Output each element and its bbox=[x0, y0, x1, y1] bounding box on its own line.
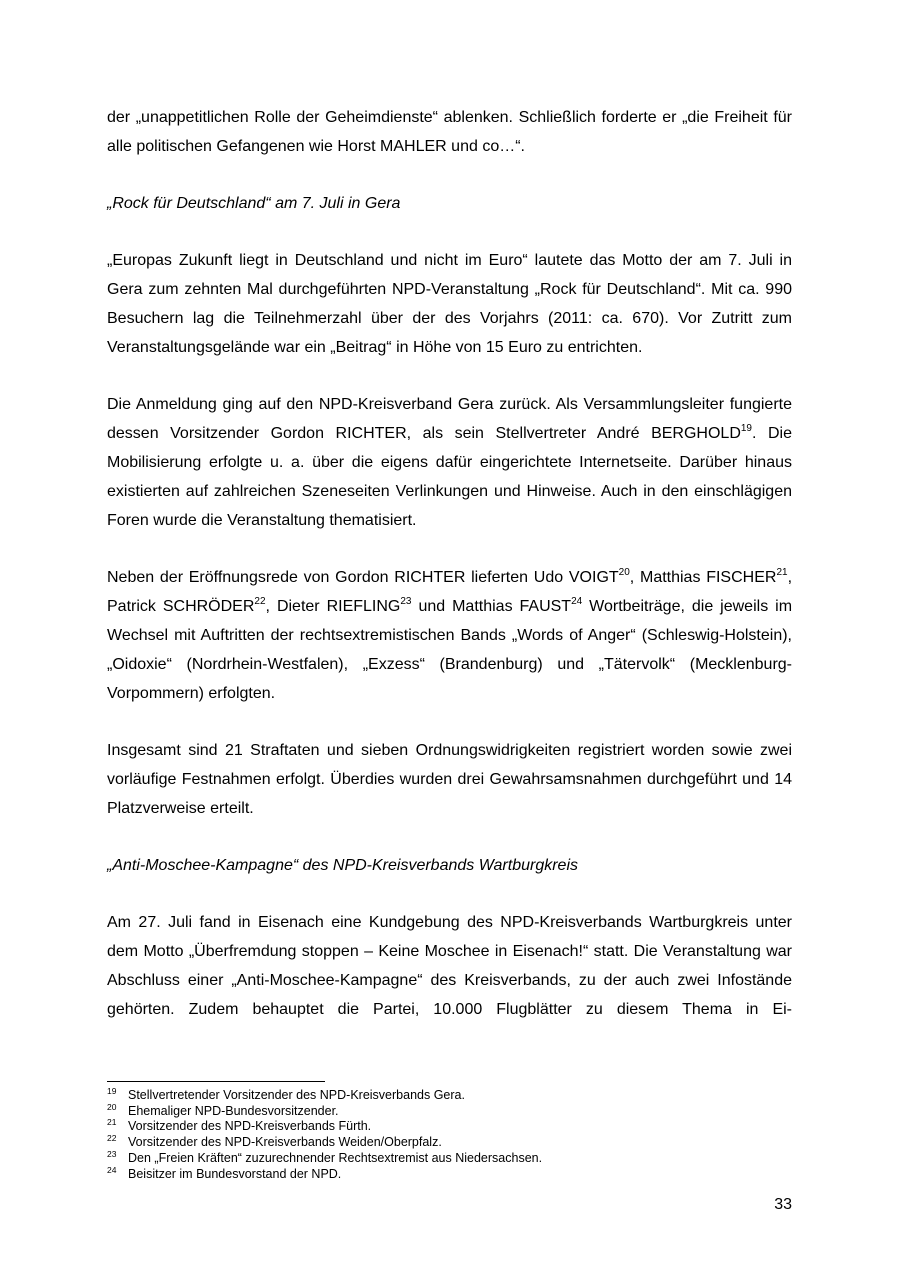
page-body bbox=[107, 103, 792, 1024]
paragraph-eisenach: Am 27. Juli fand in Eisenach eine Kundgebung des NPD-Kreisverbands Wartburgkreis unter dem Motto „Überfremdung stoppen – Keine Moschee in Eisenach!“ statt. Die Veranstaltung war Abschluss einer „Anti-Moschee-Kampagne“ des Kreisverbands, zu der auch zwei Infostände gehörten. Zudem behauptet die Partei, 10.000 Flugblätter zu diesem Thema in Ei- bbox=[107, 914, 792, 1018]
footnote-number: 21 bbox=[107, 1117, 117, 1128]
footnote-ref: 24 bbox=[571, 595, 583, 607]
footnote-text: Ehemaliger NPD-Bundesvorsitzender. bbox=[128, 1103, 339, 1118]
footnote-number: 19 bbox=[107, 1086, 117, 1096]
footnote-number: 23 bbox=[107, 1148, 117, 1159]
footnote-text: Vorsitzender des NPD-Kreisverbands Weiden/Oberpfalz. bbox=[128, 1135, 442, 1150]
text-run: , Patrick SCHRÖDER bbox=[107, 569, 793, 615]
text-run: Die Anmeldung ging auf den NPD-Kreisverband Gera zurück. Als Versammlungsleiter fungierte dessen Vorsitzender Gordon RICHTER, als sein Stellvertreter André BERGHOLD bbox=[107, 396, 792, 442]
paragraph-redner bbox=[107, 563, 792, 708]
footnote bbox=[107, 1088, 792, 1104]
page-number: 33 bbox=[774, 1196, 792, 1213]
footnote bbox=[107, 1148, 792, 1167]
text-run: , Matthias FISCHER bbox=[629, 569, 777, 586]
text-run: Wortbeiträge, die jeweils im Wechsel mit Auftritten der rechtsextremistischen Bands „Words of Anger“ (Schleswig-Holstein), „Oidoxie“ (Nordrhein-Westfalen), „Exzess“ (Brandenburg) und „Tätervolk“ (Mecklenburg-Vorpommern) erfolgten. bbox=[107, 598, 793, 702]
paragraph-anmeldung bbox=[107, 390, 792, 535]
text-run: . Die Mobilisierung erfolgte u. a. über die eigens dafür eingerichtete Internetseite. Darüber hinaus existierten auf zahlreichen Szeneseiten Verlinkungen und Hinweise. Auch in den einschlägigen Foren wurde die Veranstaltung thematisiert. bbox=[107, 425, 792, 529]
paragraph-intro: der „unappetitlichen Rolle der Geheimdienste“ ablenken. Schließlich forderte er „die Freiheit für alle politischen Gefangenen wie Horst MAHLER und co…“. bbox=[107, 109, 792, 155]
text-run: , Dieter RIEFLING bbox=[265, 598, 401, 615]
footnotes bbox=[107, 1088, 792, 1182]
text-run: Neben der Eröffnungsrede von Gordon RICHTER lieferten Udo VOIGT bbox=[107, 569, 619, 586]
footnote bbox=[107, 1164, 792, 1183]
footnote-text: Den „Freien Kräften“ zuzurechnender Rechtsextremist aus Niedersachsen. bbox=[128, 1150, 543, 1165]
paragraph-motto: „Europas Zukunft liegt in Deutschland und nicht im Euro“ lautete das Motto der am 7. Juli in Gera zum zehnten Mal durchgeführten NPD-Veranstaltung „Rock für Deutschland“. Mit ca. 990 Besuchern lag die Teilnehmerzahl über der des Vorjahrs (2011: ca. 670). Vor Zutritt zum Veranstaltungsgelände war ein „Beitrag“ in Höhe von 15 Euro zu entrichten. bbox=[107, 252, 792, 356]
footnote-ref: 21 bbox=[776, 566, 788, 578]
footnote-text: Vorsitzender des NPD-Kreisverbands Fürth. bbox=[128, 1119, 372, 1134]
footnote bbox=[107, 1135, 792, 1151]
footnote-ref: 22 bbox=[254, 595, 266, 607]
footnote-number: 24 bbox=[107, 1164, 117, 1175]
footnote bbox=[107, 1101, 792, 1120]
footnote-text: Stellvertretender Vorsitzender des NPD-Kreisverbands Gera. bbox=[128, 1088, 465, 1102]
footnote-number: 22 bbox=[107, 1133, 117, 1144]
footnote-ref: 20 bbox=[618, 566, 630, 578]
footnote-number: 20 bbox=[107, 1101, 117, 1112]
paragraph-straftaten: Insgesamt sind 21 Straftaten und sieben Ordnungswidrigkeiten registriert worden sowie zwei vorläufige Festnahmen erfolgt. Überdies wurden drei Gewahrsamsnahmen durchgeführt und 14 Platzverweise erteilt. bbox=[107, 742, 792, 817]
footnote-separator bbox=[107, 1081, 325, 1082]
footnote-ref: 19 bbox=[740, 422, 752, 434]
section-heading-rock: „Rock für Deutschland“ am 7. Juli in Gera bbox=[107, 195, 401, 212]
text-run: und Matthias FAUST bbox=[411, 598, 572, 615]
footnote-text: Beisitzer im Bundesvorstand der NPD. bbox=[128, 1166, 342, 1181]
footnote-ref: 23 bbox=[400, 595, 412, 607]
footnote bbox=[107, 1119, 792, 1135]
section-heading-moschee: „Anti-Moschee-Kampagne“ des NPD-Kreisverbands Wartburgkreis bbox=[107, 857, 578, 874]
